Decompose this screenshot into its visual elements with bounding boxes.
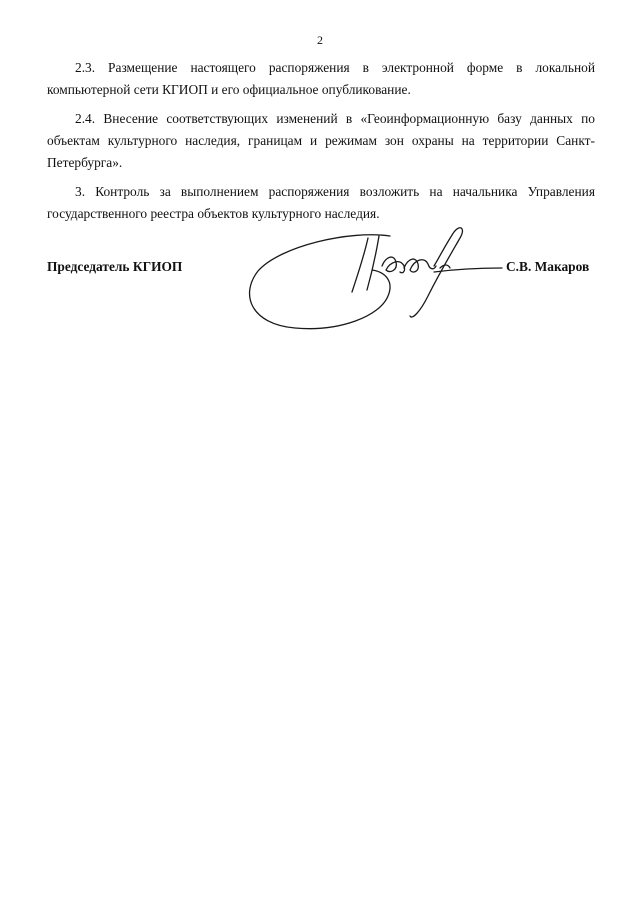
paragraph-2-3: 2.3. Размещение настоящего распоряжения в электронной форме в локальной компьютерной сети КГИОП и его официальное опубликование. [47, 60, 595, 97]
signatory-name: С.В. Макаров [506, 259, 590, 274]
paragraph-3: 3. Контроль за выполнением распоряжения возложить на начальника Управления государственного реестра объектов культурного наследия. [47, 184, 595, 221]
paragraph-2-4: 2.4. Внесение соответствующих изменений в «Геоинформационную базу данных по объектам культурного наследия, границам и режимам зон охраны на территории Санкт-Петербурга». [47, 111, 595, 170]
page-number: 2 [317, 33, 323, 47]
handwritten-signature [240, 216, 515, 338]
document-body [47, 57, 595, 232]
signatory-position: Председатель КГИОП [47, 259, 183, 274]
